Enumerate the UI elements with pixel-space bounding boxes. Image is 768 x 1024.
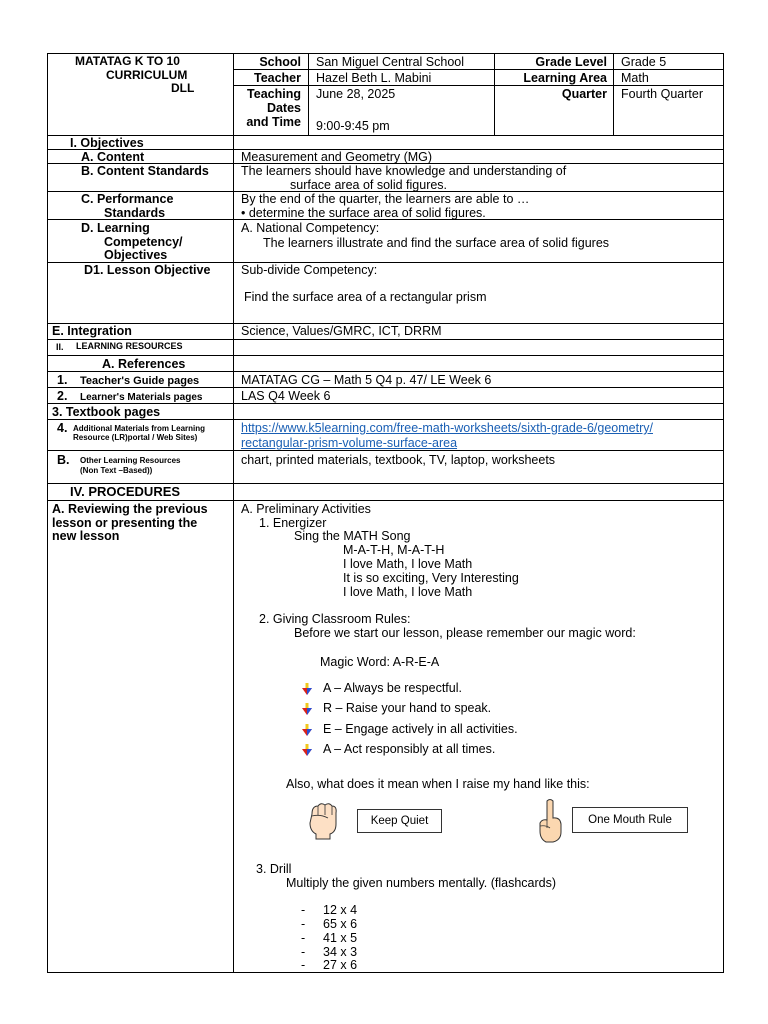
content-standards-line2: surface area of solid figures.: [290, 178, 448, 192]
teacher-value: Hazel Beth L. Mabini: [316, 71, 432, 85]
curriculum-title-line1: MATATAG K TO 10: [75, 54, 180, 68]
drill-dash: -: [301, 917, 306, 931]
teaching-dates-label-1: Teaching: [247, 87, 301, 101]
additional-materials-label-1: Additional Materials from Learning: [73, 424, 206, 433]
rule-text: E – Engage actively in all activities.: [323, 722, 518, 736]
quarter-value: Fourth Quarter: [621, 87, 703, 101]
learners-materials-value: LAS Q4 Week 6: [241, 389, 331, 403]
curriculum-title-line2: CURRICULUM: [106, 68, 188, 82]
drill-dash: -: [301, 903, 306, 917]
raised-finger-icon: [536, 798, 566, 844]
song-line-2: I love Math, I love Math: [343, 557, 473, 571]
drill-title: 3. Drill: [256, 862, 292, 876]
content-value: Measurement and Geometry (MG): [241, 150, 433, 164]
learning-area-label: Learning Area: [523, 71, 607, 85]
other-resources-label-2: (Non Text –Based)): [80, 466, 153, 475]
rule-text: R – Raise your hand to speak.: [323, 701, 492, 715]
lesson-objective-label: D1. Lesson Objective: [84, 263, 211, 277]
procedures-heading: IV. PROCEDURES: [70, 484, 181, 499]
drill-problem: 65 x 6: [323, 917, 358, 931]
drill-dash: -: [301, 958, 306, 972]
rule-text: A – Act responsibly at all times.: [323, 742, 496, 756]
drill-dash: -: [301, 931, 306, 945]
textbook-pages-label: 3. Textbook pages: [52, 405, 161, 419]
content-standards-label: B. Content Standards: [81, 164, 209, 178]
subdivide-competency-heading: Sub-divide Competency:: [241, 263, 378, 277]
learners-materials-num: 2.: [57, 389, 68, 403]
additional-materials-num: 4.: [57, 421, 68, 435]
teachers-guide-label: Teacher's Guide pages: [80, 375, 200, 387]
references-label: A. References: [102, 357, 186, 371]
grade-level-label: Grade Level: [535, 55, 607, 69]
performance-standards-line1: By the end of the quarter, the learners are able to …: [241, 192, 530, 206]
review-label-3: new lesson: [52, 529, 120, 543]
keep-quiet-card: Keep Quiet: [357, 809, 442, 833]
teachers-guide-value: MATATAG CG – Math 5 Q4 p. 47/ LE Week 6: [241, 373, 492, 387]
one-mouth-rule-card: One Mouth Rule: [572, 807, 688, 833]
grade-level-value: Grade 5: [621, 55, 667, 69]
k5learning-link-line2[interactable]: rectangular-prism-volume-surface-area: [241, 436, 458, 450]
classroom-rules-title: 2. Giving Classroom Rules:: [259, 612, 411, 626]
fist-icon: [306, 800, 340, 840]
drill-problem: 41 x 5: [323, 931, 358, 945]
rule-text: A – Always be respectful.: [323, 681, 462, 695]
teaching-date-value: June 28, 2025: [316, 87, 396, 101]
song-line-3: It is so exciting, Very Interesting: [343, 571, 519, 585]
drill-dash: -: [301, 945, 306, 959]
song-line-4: I love Math, I love Math: [343, 585, 473, 599]
magic-word: Magic Word: A-R-E-A: [320, 655, 440, 669]
teaching-dates-label-2: Dates: [266, 101, 301, 115]
teacher-label: Teacher: [253, 71, 301, 85]
school-value: San Miguel Central School: [316, 55, 464, 69]
other-resources-value: chart, printed materials, textbook, TV, laptop, worksheets: [241, 453, 556, 467]
multicolor-down-arrow-icon: [302, 724, 312, 736]
school-label: School: [259, 55, 301, 69]
teaching-time-value: 9:00-9:45 pm: [316, 119, 390, 133]
drill-instruction: Multiply the given numbers mentally. (flashcards): [286, 876, 557, 890]
resources-heading-num: II.: [56, 342, 64, 352]
learning-competency-label-2: Competency/: [104, 235, 183, 249]
review-label-1: A. Reviewing the previous: [52, 502, 208, 516]
drill-problem: 27 x 6: [323, 958, 358, 972]
classroom-rules-intro: Before we start our lesson, please remember our magic word:: [294, 626, 636, 640]
multicolor-down-arrow-icon: [302, 744, 312, 756]
drill-problem: 34 x 3: [323, 945, 358, 959]
review-label-2: lesson or presenting the: [52, 516, 198, 530]
subdivide-competency-text: Find the surface area of a rectangular prism: [244, 290, 487, 304]
sing-math-song: Sing the MATH Song: [294, 529, 411, 543]
multicolor-down-arrow-icon: [302, 703, 312, 715]
preliminary-activities: A. Preliminary Activities: [241, 502, 371, 516]
learners-materials-label: Learner's Materials pages: [80, 392, 203, 403]
multicolor-down-arrow-icon: [302, 683, 312, 695]
other-resources-label-1: Other Learning Resources: [80, 456, 181, 465]
content-standards-line1: The learners should have knowledge and understanding of: [241, 164, 567, 178]
performance-standards-line2: • determine the surface area of solid figures.: [241, 206, 486, 220]
learning-area-value: Math: [621, 71, 649, 85]
teaching-dates-label-3: and Time: [246, 115, 301, 129]
other-resources-num: B.: [57, 453, 70, 467]
resources-heading: LEARNING RESOURCES: [76, 341, 183, 351]
national-competency-text: The learners illustrate and find the surface area of solid figures: [263, 236, 610, 250]
content-label: A. Content: [81, 150, 145, 164]
learning-competency-label-3: Objectives: [104, 248, 168, 262]
energizer-title: 1. Energizer: [259, 516, 327, 530]
learning-competency-label-1: D. Learning: [81, 221, 150, 235]
k5learning-link-line1[interactable]: https://www.k5learning.com/free-math-worksheets/sixth-grade-6/geometry/: [241, 421, 653, 435]
objectives-heading: I. Objectives: [70, 136, 144, 150]
song-line-1: M-A-T-H, M-A-T-H: [343, 543, 445, 557]
integration-value: Science, Values/GMRC, ICT, DRRM: [241, 324, 442, 338]
quarter-label: Quarter: [561, 87, 607, 101]
teachers-guide-num: 1.: [57, 373, 68, 387]
integration-label: E. Integration: [52, 324, 132, 338]
drill-problem: 12 x 4: [323, 903, 358, 917]
performance-standards-label-2: Standards: [104, 206, 166, 220]
national-competency-heading: A. National Competency:: [241, 221, 380, 235]
performance-standards-label-1: C. Performance: [81, 192, 174, 206]
hand-signal-question: Also, what does it mean when I raise my hand like this:: [286, 777, 590, 791]
additional-materials-label-2: Resource (LR)portal / Web Sites): [73, 433, 198, 442]
curriculum-title-line3: DLL: [171, 81, 195, 95]
